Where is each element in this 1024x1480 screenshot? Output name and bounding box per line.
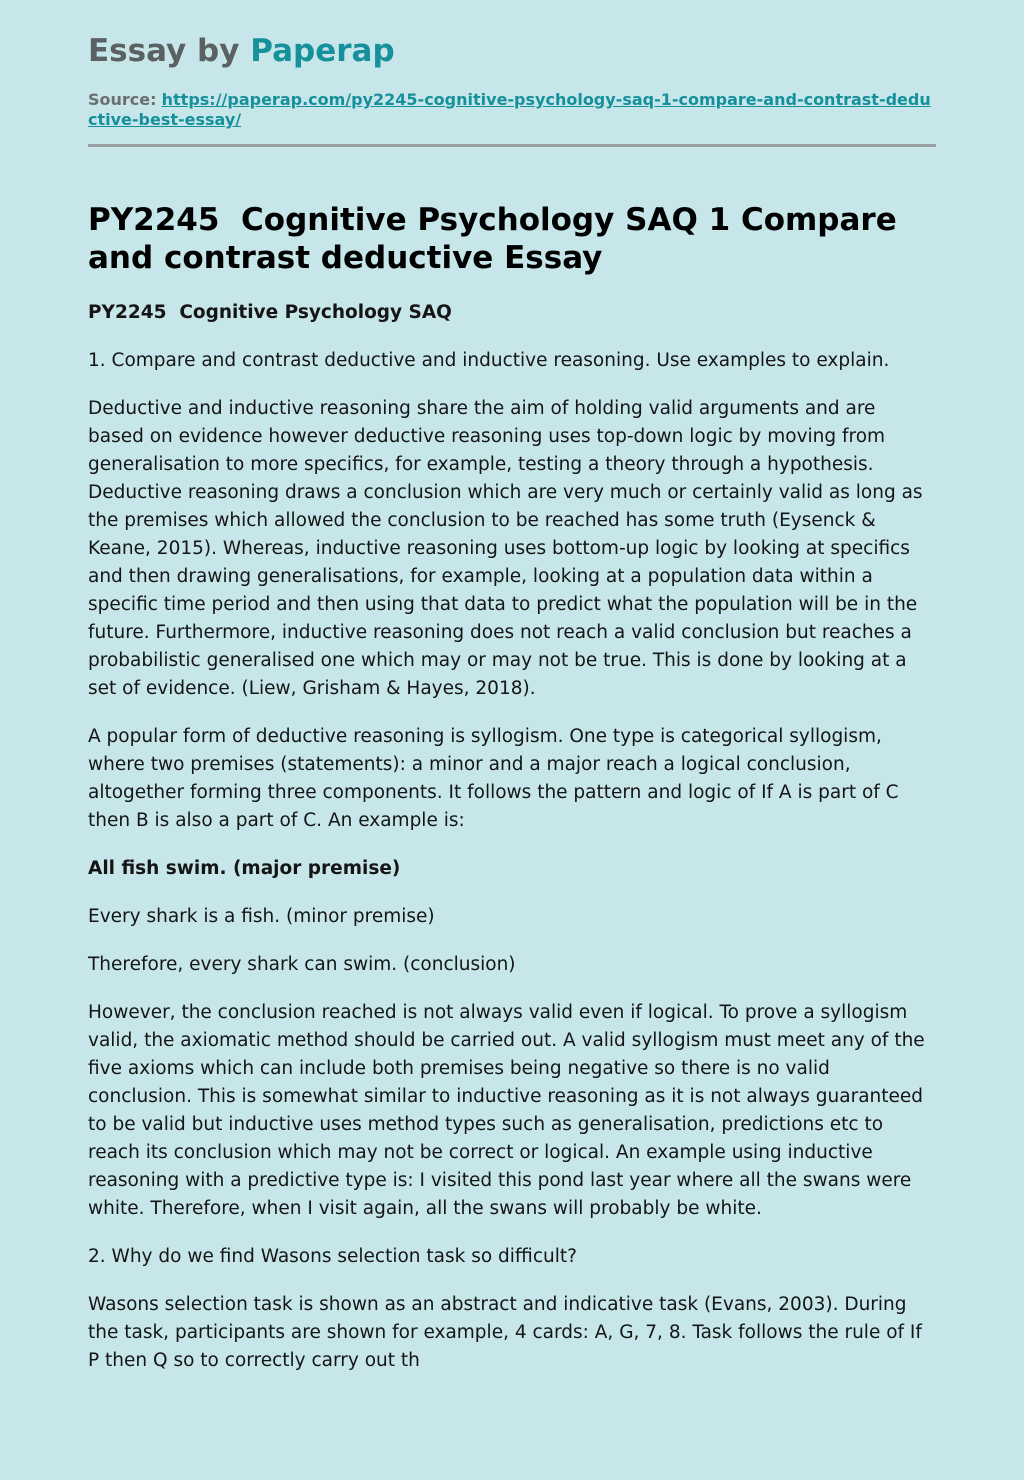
article-paragraph: A popular form of deductive reasoning is syllogism. One type is categorical syllogism, where two premises (statements): a minor and a major reach a logical conclusion, altogether forming three components. It follows the pattern and logic of If A is part of C then B is also a part of C. An example is: — [88, 726, 905, 831]
source-label: Source: — [88, 90, 157, 109]
source-link[interactable]: https://paperap.com/py2245-cognitive-psychology-saq-1-compare-and-contrast-deductive-best-essay/ — [88, 90, 931, 129]
article-body — [88, 299, 936, 1375]
page — [88, 0, 936, 1375]
article-paragraph: 2. Why do we find Wasons selection task so difficult? — [88, 1246, 577, 1267]
article-paragraph: Wasons selection task is shown as an abstract and indicative task (Evans, 2003). During the task, participants are shown for example, 4 cards: A, G, 7, 8. Task follows the rule of If P then Q so to correctly carry out th — [88, 1294, 928, 1371]
header-divider — [88, 144, 936, 147]
source-line — [88, 90, 936, 130]
site-brand[interactable] — [88, 30, 936, 72]
article-paragraph: Deductive and inductive reasoning share the aim of holding valid arguments and are based on evidence however deductive reasoning uses top-down logic by moving from generalisation to more specifics, for example, testing a theory through a hypothesis. Deductive reasoning draws a conclusion which are very much or certainly valid as long as the premises which allowed the conclusion to be reached has some truth (Eysenck & Keane, 2015). Whereas, inductive reasoning uses bottom-up logic by looking at specifics and then drawing generalisations, for example, looking at a population data within a specific time period and then using that data to predict what the population will be in the future. Furthermore, inductive reasoning does not reach a valid conclusion but reaches a probabilistic generalised one which may or may not be true. This is done by looking at a set of evidence. (Liew, Grisham & Hayes, 2018). — [88, 398, 929, 699]
article-title: PY2245 Cognitive Psychology SAQ 1 Compare and contrast deductive Essay — [88, 202, 908, 276]
article-paragraph: However, the conclusion reached is not always valid even if logical. To prove a syllogism valid, the axiomatic method should be carried out. A valid syllogism must meet any of the five axioms which can include both premises being negative so there is no valid conclusion. This is somewhat similar to inductive reasoning as it is not always guaranteed to be valid but inductive uses method types such as generalisation, predictions etc to reach its conclusion which may not be correct or logical. An example using inductive reasoning with a predictive type is: I visited this pond last year where all the swans were white. Therefore, when I visit again, all the swans will probably be white. — [88, 1002, 931, 1219]
article-paragraph: All fish swim. (major premise) — [88, 858, 401, 879]
brand-name: Paperap — [250, 33, 395, 69]
article-paragraph: Every shark is a fish. (minor premise) — [88, 906, 435, 927]
article-paragraph: PY2245 Cognitive Psychology SAQ — [88, 302, 452, 323]
brand-prefix: Essay by — [88, 33, 251, 69]
article-paragraph: Therefore, every shark can swim. (conclusion) — [88, 954, 516, 975]
article-paragraph: 1. Compare and contrast deductive and inductive reasoning. Use examples to explain. — [88, 350, 890, 371]
